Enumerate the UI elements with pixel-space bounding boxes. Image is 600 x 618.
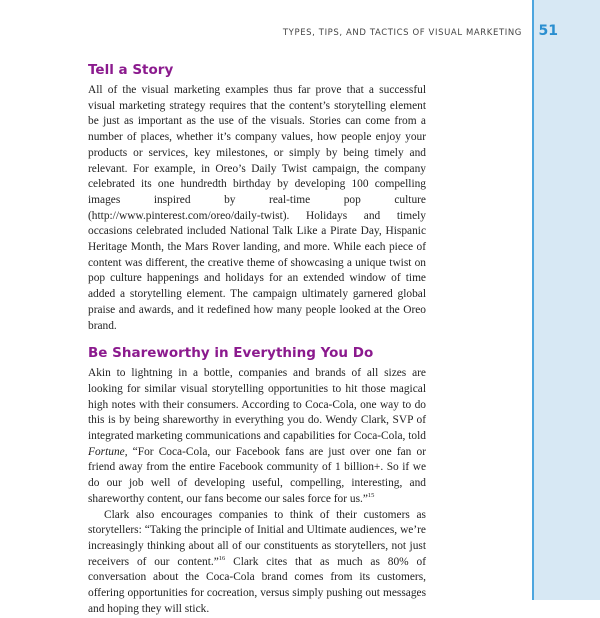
italic-publication: Fortune <box>88 445 125 458</box>
paragraph-text: Clark also encourages companies to think of their customers as storytellers: “Taking the principle of Initial and Ultimate audiences, we’re increasingly thinking about all of our constituents as storytellers, not just receivers of our content.” <box>88 508 426 568</box>
page-number: 51 <box>538 23 558 39</box>
paragraph-shareworthy-1 <box>88 366 426 507</box>
paragraph-text: Clark cites that as much as 80% of conversation about the Coca-Cola brand comes from its customers, offering opportunities for cocreation, versus simply pushing out messages and hoping they will stick. <box>88 555 426 615</box>
body-content <box>88 62 426 618</box>
paragraph-tell-a-story: All of the visual marketing examples thus far prove that a successful visual marketing strategy requires that the content’s storytelling element be just as important as the use of the visuals. Stories can come from a number of places, whether it’s company values, how people enjoy your products or services, key milestones, or simply by being timely and relevant. For example, in Oreo’s Daily Twist campaign, the company celebrated its one hundredth birthday by developing 100 compelling images inspired by real-time pop culture (http://www.pinterest.com/oreo/daily-twist). Holidays and timely occasions celebrated included National Talk Like a Pirate Day, Hispanic Heritage Month, the Mars Rover landing, and more. While each piece of content was different, the creative theme of showcasing a unique twist on pop culture happenings and holidays for an extended window of time added a storytelling element. The campaign ultimately garnered global praise and awards, and it redefined how many people looked at the Oreo brand. <box>88 84 426 332</box>
side-margin-strip <box>532 0 600 600</box>
running-head: TYPES, TIPS, AND TACTICS OF VISUAL MARKETING <box>282 28 522 38</box>
footnote-marker: 16 <box>218 554 226 562</box>
paragraph-text: , “For Coca-Cola, our Facebook fans are just over one fan or friend away from the entire Facebook community of 1 billion+. So if we do our job well of developing useful, compelling, interesting, and shareworthy content, our fans become our sales force for us.” <box>88 445 426 505</box>
paragraph-shareworthy-2 <box>88 508 426 618</box>
paragraph-text: Akin to lightning in a bottle, companies and brands of all sizes are looking for similar visual storytelling opportunities to hit those magical high notes with their consumers. According to Coca-Cola, one way to do this is by being shareworthy in everything you do. Wendy Clark, SVP of integrated marketing communications and capabilities for Coca-Cola, told <box>88 367 426 443</box>
section-heading-be-shareworthy: Be Shareworthy in Everything You Do <box>88 345 374 362</box>
footnote-marker: 15 <box>367 492 375 500</box>
section-heading-tell-a-story: Tell a Story <box>88 62 174 78</box>
